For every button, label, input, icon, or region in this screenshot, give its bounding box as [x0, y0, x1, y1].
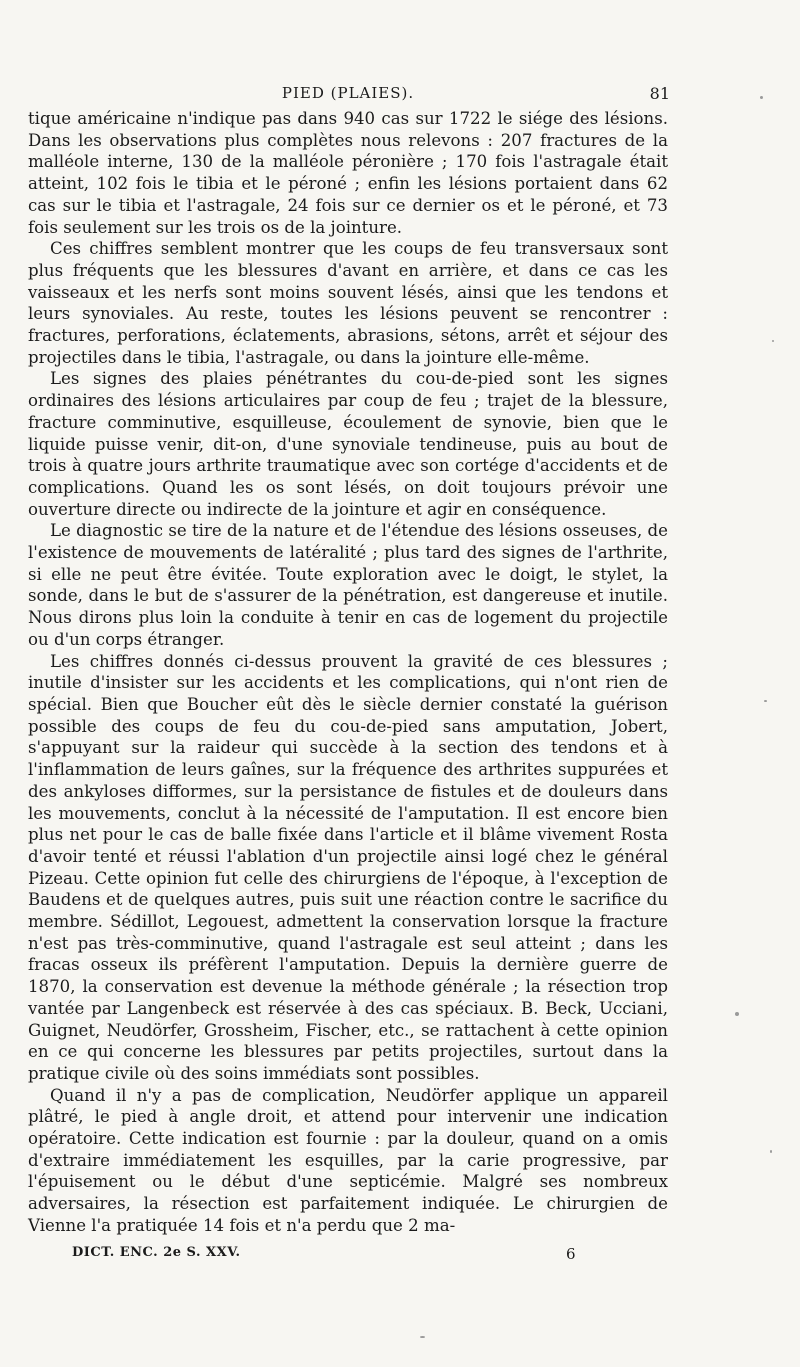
paragraph-4: Le diagnostic se tire de la nature et de l'étendue des lésions osseuses, de l'existence de mouvements de latéralité ; plus tard des signes de l'arthrite, si elle ne peut être évitée. Toute exploration avec le doigt, le stylet, la sonde, dans le but de s'assurer de la pénétration, est dangereuse et inutile. Nous dirons plus loin la conduite à tenir en cas de logement du projectile ou d'un corps étranger.	[28, 521, 668, 649]
running-title: PIED (PLAIES).	[281, 84, 415, 102]
paragraph-6: Quand il n'y a pas de complication, Neudörfer applique un appareil plâtré, le pied à angle droit, et attend pour intervenir une indication opératoire. Cette indication est fournie : par la douleur, quand on a omis d'extraire immédiatement les esquilles, par la carie progressive, par l'épuisement ou le début d'une septicémie. Malgré ses nombreux adversaires, la résection est parfaitement indiquée. Le chirurgien de Vienne l'a pratiquée 14 fois et n'a perdu que 2 ma-	[28, 1085, 668, 1235]
paragraph-2: Ces chiffres semblent montrer que les coups de feu transversaux sont plus fréquents que les blessures d'avant en arrière, et dans ce cas les vaisseaux et les nerfs sont moins souvent lésés, ainsi que les tendons et leurs synoviales. Au reste, toutes les lésions peuvent se rencontrer : fractures, perforations, éclatements, abrasions, sétons, arrêt et séjour des projectiles dans le tibia, l'astragale, ou dans la jointure elle-même.	[28, 239, 668, 367]
book-page	[28, 78, 668, 1267]
scan-speckle	[770, 1150, 772, 1153]
paragraph-5: Les chiffres donnés ci-dessus prouvent la gravité de ces blessures ; inutile d'insister sur les accidents et les complications, qui n'ont rien de spécial. Bien que Boucher eût dès le siècle dernier constaté la guérison possible des coups de feu du cou-de-pied sans amputation, Jobert, s'appuyant sur la raideur qui succède à la section des tendons et à l'inflammation de leurs gaînes, sur la fréquence des arthrites suppurées et des ankyloses difformes, sur la persistance de fistules et de douleurs dans les mouvements, conclut à la nécessité de l'amputation. Il est encore bien plus net pour le cas de balle fixée dans l'article et il blâme vivement Rosta d'avoir tenté et réussi l'ablation d'un projectile ainsi logé chez le général Pizeau. Cette opinion fut celle des chirurgiens de l'époque, à l'exception de Baudens et de quelques autres, puis suit une réaction contre le sacrifice du membre. Sédillot, Legouest, admettent la conservation lorsque la fracture n'est pas très-comminutive, quand l'astragale est seul atteint ; dans les fracas osseux ils préfèrent l'amputation. Depuis la dernière guerre de 1870, la conservation est devenue la méthode générale ; la résection trop vantée par Langenbeck est réservée à des cas spéciaux. B. Beck, Ucciani, Guignet, Neudörfer, Grossheim, Fischer, etc., se rattachent à cette opinion en ce qui concerne les blessures par petits projectiles, surtout dans la pratique civile où des soins immédiats sont possibles.	[28, 651, 668, 1083]
scan-speckle	[735, 1012, 739, 1016]
page-footer	[28, 1243, 668, 1267]
scan-speckle	[760, 96, 763, 99]
page-number: 81	[649, 84, 670, 103]
sheet-number: 6	[566, 1244, 576, 1263]
paragraph-3: Les signes des plaies pénétrantes du cou-de-pied sont les signes ordinaires des lésions articulaires par coup de feu ; trajet de la blessure, fracture comminutive, esquilleuse, écoulement de synovie, bien que le liquide puisse venir, dit-on, d'une synoviale tendineuse, puis au bout de trois à quatre jours arthrite traumatique avec son cortége d'accidents et de complications. Quand les os sont lésés, on doit toujours prévoir une ouverture directe ou indirecte de la jointure et agir en conséquence.	[28, 369, 668, 519]
scan-speckle	[764, 700, 767, 702]
paragraph-1: tique américaine n'indique pas dans 940 cas sur 1722 le siége des lésions. Dans les observations plus complètes nous relevons : 207 fractures de la malléole interne, 130 de la malléole péronière ; 170 fois l'astragale était atteint, 102 fois le tibia et le péroné ; enfin les lésions portaient dans 62 cas sur le tibia et l'astragale, 24 fois sur ce dernier os et le péroné, et 73 fois seulement sur les trois os de la jointure.	[28, 109, 668, 237]
scan-speckle	[420, 1336, 425, 1338]
body-text	[28, 108, 668, 1237]
page-header	[28, 78, 668, 108]
scan-speckle	[772, 340, 774, 342]
signature-line: DICT. ENC. 2e S. XXV.	[72, 1244, 241, 1260]
